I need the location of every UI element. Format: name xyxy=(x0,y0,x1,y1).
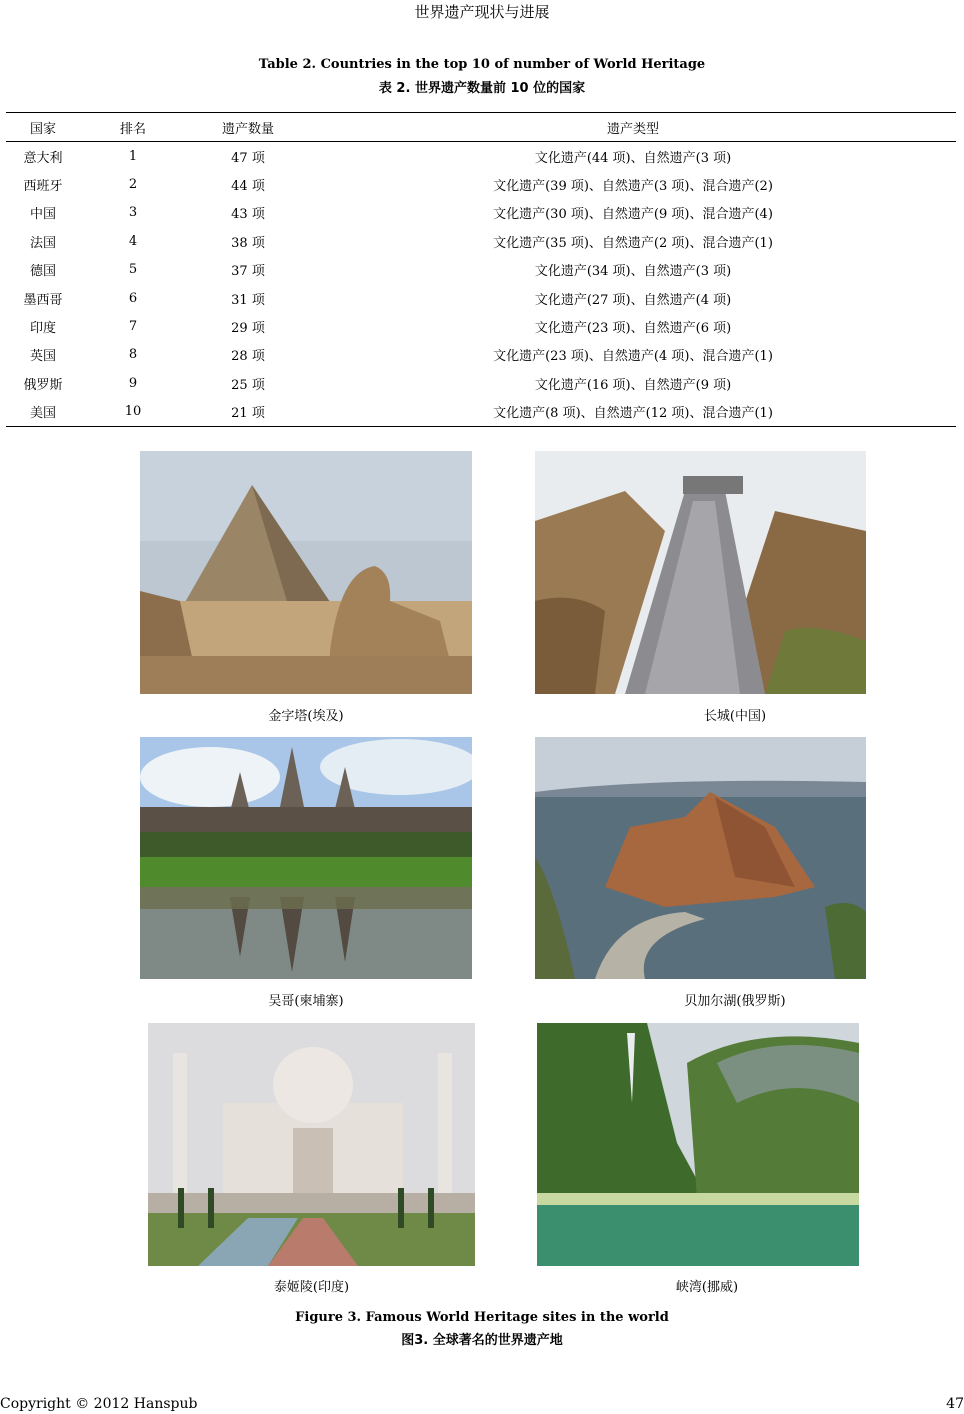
table-row xyxy=(6,142,956,171)
cell-types: 文化遗产(23 项)、自然遗产(6 项) xyxy=(534,321,732,337)
cell-rank: 8 xyxy=(128,347,138,363)
cell-types: 文化遗产(34 项)、自然遗产(3 项) xyxy=(534,264,732,280)
cell-count: 37 项 xyxy=(231,264,265,280)
table-caption-zh: 表 2. 世界遗产数量前 10 位的国家 xyxy=(378,81,586,96)
cell-country: 墨西哥 xyxy=(23,292,63,308)
table-caption-en: Table 2. Countries in the top 10 of number of World Heritage xyxy=(258,57,706,72)
table-row xyxy=(6,312,956,340)
page-number: 47 xyxy=(946,1396,964,1412)
table-row xyxy=(6,227,956,255)
cell-country: 美国 xyxy=(6,398,80,427)
running-header: 世界遗产现状与进展 xyxy=(414,3,550,21)
figure-caption-en: Figure 3. Famous World Heritage sites in the world xyxy=(295,1310,669,1325)
table-row xyxy=(6,284,956,312)
photo-caption: 峡湾(挪威) xyxy=(675,1280,739,1295)
table-row xyxy=(6,369,956,397)
cell-count: 44 项 xyxy=(231,179,265,195)
cell-country: 中国 xyxy=(29,207,56,223)
cell-country: 英国 xyxy=(29,349,56,365)
figure-caption-zh: 图3. 全球著名的世界遗产地 xyxy=(401,1333,563,1348)
cell-country: 德国 xyxy=(29,264,56,280)
cell-types: 文化遗产(16 项)、自然遗产(9 项) xyxy=(534,377,732,393)
baikal-photo xyxy=(535,737,866,979)
cell-rank: 6 xyxy=(128,290,138,306)
taj-mahal-photo xyxy=(148,1023,475,1266)
cell-count: 47 项 xyxy=(231,150,265,166)
cell-count: 28 项 xyxy=(231,349,265,365)
cell-count: 29 项 xyxy=(231,321,265,337)
cell-country: 西班牙 xyxy=(23,179,63,195)
photo-caption: 长城(中国) xyxy=(703,709,767,724)
pyramid-photo xyxy=(140,451,472,694)
cell-count: 25 项 xyxy=(231,377,265,393)
table-row xyxy=(6,170,956,198)
cell-country: 俄罗斯 xyxy=(23,377,63,393)
angkor-photo xyxy=(140,737,472,979)
table-row xyxy=(6,398,956,427)
cell-rank: 5 xyxy=(128,262,138,278)
photo-caption: 贝加尔湖(俄罗斯) xyxy=(684,994,786,1009)
cell-count: 31 项 xyxy=(231,292,265,308)
cell-types: 文化遗产(27 项)、自然遗产(4 项) xyxy=(534,292,732,308)
cell-rank: 9 xyxy=(128,375,138,391)
heritage-table xyxy=(6,112,956,427)
cell-rank: 2 xyxy=(128,177,138,193)
great-wall-photo xyxy=(535,451,866,694)
cell-count: 21 项 xyxy=(186,398,310,427)
photo-caption: 吴哥(柬埔寨) xyxy=(268,994,344,1009)
fjord-photo xyxy=(537,1023,859,1266)
cell-rank: 4 xyxy=(128,233,138,249)
cell-rank: 1 xyxy=(128,148,138,164)
cell-country: 意大利 xyxy=(23,150,63,166)
header-country: 国家 xyxy=(6,113,80,142)
photo-caption: 泰姬陵(印度) xyxy=(273,1280,350,1295)
photo-caption: 金字塔(埃及) xyxy=(268,709,344,724)
header-rank: 排名 xyxy=(80,113,186,142)
table-row xyxy=(6,256,956,284)
cell-types: 文化遗产(8 项)、自然遗产(12 项)、混合遗产(1) xyxy=(310,398,956,427)
cell-rank: 7 xyxy=(128,319,138,335)
table-header-row xyxy=(6,113,956,142)
cell-rank: 10 xyxy=(80,398,186,427)
cell-types: 文化遗产(39 项)、自然遗产(3 项)、混合遗产(2) xyxy=(493,179,773,195)
cell-rank: 3 xyxy=(128,205,138,221)
header-count: 遗产数量 xyxy=(186,113,310,142)
cell-country: 印度 xyxy=(29,321,56,337)
cell-count: 38 项 xyxy=(231,235,265,251)
header-types: 遗产类型 xyxy=(310,113,956,142)
copyright-notice: Copyright © 2012 Hanspub xyxy=(0,1396,198,1412)
table-row xyxy=(6,341,956,369)
cell-types: 文化遗产(35 项)、自然遗产(2 项)、混合遗产(1) xyxy=(493,235,773,251)
cell-types: 文化遗产(44 项)、自然遗产(3 项) xyxy=(534,150,732,166)
cell-types: 文化遗产(23 项)、自然遗产(4 项)、混合遗产(1) xyxy=(493,349,773,365)
cell-count: 43 项 xyxy=(231,207,265,223)
cell-types: 文化遗产(30 项)、自然遗产(9 项)、混合遗产(4) xyxy=(493,207,773,223)
cell-country: 法国 xyxy=(29,235,56,251)
table-row xyxy=(6,199,956,227)
